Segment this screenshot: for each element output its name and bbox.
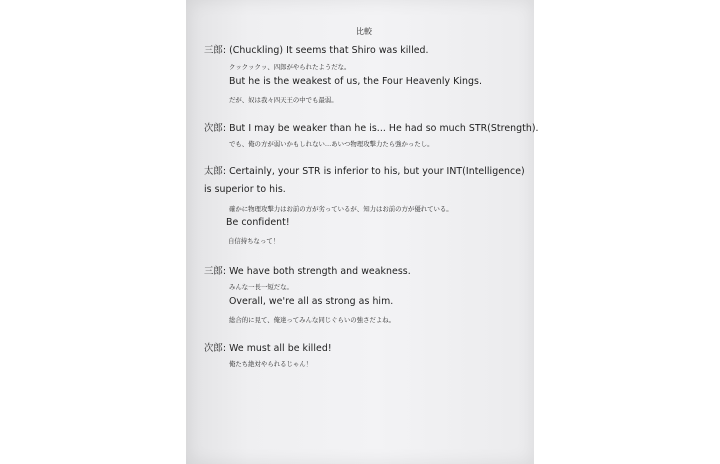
translation-line: 確かに物理攻撃力はお前の方が劣っているが、知力はお前の方が優れている。 bbox=[229, 205, 453, 213]
translation-line: 総合的に見て、俺達ってみんな同じぐらいの強さだよね。 bbox=[229, 316, 396, 324]
dialogue-line-saburo-2: 三郎: We have both strength and weakness. bbox=[204, 266, 411, 277]
dialogue-line-saburo-1: 三郎: (Chuckling) It seems that Shiro was killed. bbox=[204, 45, 429, 56]
dialogue-line: But he is the weakest of us, the Four Heavenly Kings. bbox=[229, 76, 482, 87]
translation-line: でも、俺の方が弱いかもしれない…あいつ物理攻撃力たら強かったし。 bbox=[229, 140, 434, 148]
dialogue-line: is superior to his. bbox=[204, 184, 286, 195]
translation-line: 自信持ちなって！ bbox=[228, 237, 280, 245]
dialogue-line: Be confident! bbox=[226, 217, 290, 228]
dialogue-line-jiro-1: 次郎: But I may be weaker than he is... He had so much STR(Strength). bbox=[204, 123, 539, 134]
dialogue-line-jiro-2: 次郎: We must all be killed! bbox=[204, 343, 332, 354]
translation-line: 俺たち絶対やられるじゃん！ bbox=[229, 360, 313, 368]
translation-line: クックックッ、四郎がやられたようだな。 bbox=[229, 63, 351, 71]
dialogue-line-taro: 太郎: Certainly, your STR is inferior to his, but your INT(Intelligence) bbox=[204, 166, 525, 177]
dialogue-line: Overall, we're all as strong as him. bbox=[229, 296, 394, 307]
translation-line: みんな一長一短だな。 bbox=[229, 283, 293, 291]
translation-line: だが、奴は我々四天王の中でも最弱。 bbox=[229, 96, 338, 104]
document-title: 比較 bbox=[356, 27, 372, 36]
